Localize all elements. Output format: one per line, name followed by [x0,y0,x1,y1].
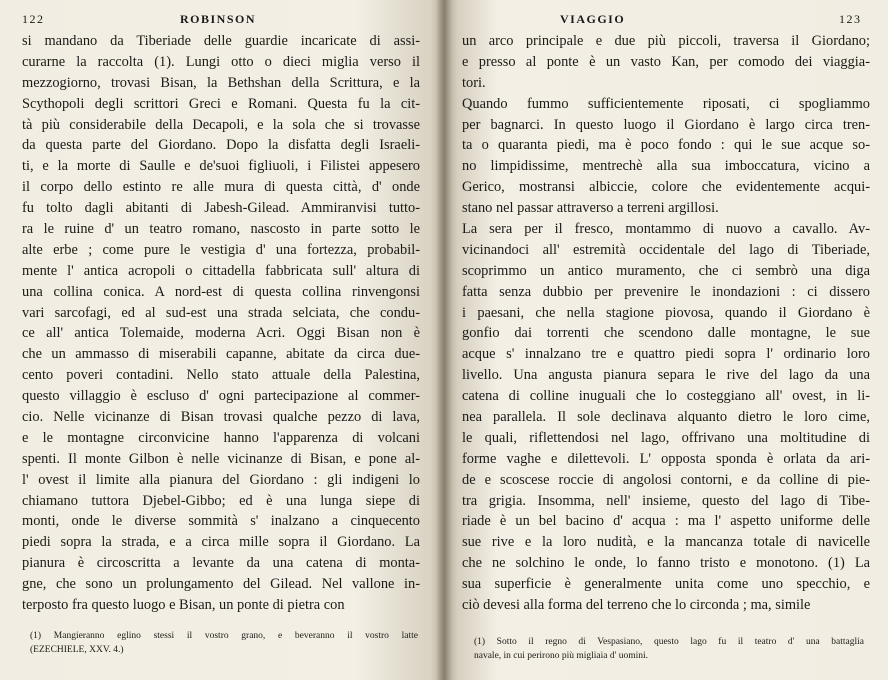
text-line: che un ammasso di miserabili capanne, abitate da circa due- [22,346,420,363]
text-line: catena di colline inuguali che lo costeggiano all' ovest, in li- [462,388,870,405]
text-line: Quando fummo sufficientemente riposati, ci spogliammo [462,95,870,112]
text-line: curarne la raccolta (1). Lungi otto o dieci miglia verso il [22,53,420,70]
text-line: le quali, riflettendosi nel lago, offrivano una moltitudine di [462,429,870,446]
text-line: pianura è circoscritta a levante da una catena di monta- [22,555,420,572]
text-line: tà più considerabile della Decapoli, e la sola che si trovasse [22,116,420,133]
text-line: ce all' antica Tolemaide, moderna Acri. Oggi Bisan non è [22,325,420,342]
text-line: riade è un bel bacino d' acqua : ma l' aspetto uniforme delle [462,513,870,530]
text-line: forme vaghe e dilettevoli. L' opposta sponda è orlata da ari- [462,450,870,467]
text-line: che ne solchino le onde, lo fanno tristo e monotono. (1) La [462,555,870,572]
text-line: cento poveri contadini. Nello stato attuale della Palestina, [22,367,420,384]
text-line: tra grigia. Insomma, nell' insieme, questo del lago di Tibe- [462,492,870,509]
text-line: mente l' antica acropoli o cittadella fabbricata sull' altura di [22,262,420,279]
right-page [444,0,888,680]
text-line: vicinandoci all' estremità occidentale del lago di Tiberiade, [462,241,870,258]
text-line: Scythopoli degli scrittori Greci e Romani. Questa fu la cit- [22,95,420,112]
text-line: vari sarcofagi, ed al sud-est una strada selciata, che condu- [22,304,420,321]
text-line: scoprimmo un antico muramento, che ci sembrò una diga [462,262,870,279]
right-footnote [474,635,864,663]
text-line: sua superficie è generalmente unita come uno specchio, e [462,576,870,593]
footnote-line: (EZECHIELE, XXV. 4.) [30,645,124,655]
left-page-text [22,31,420,616]
text-line: livello. Una angusta pianura separa le rive del lago da una [462,367,870,384]
text-line: fu tolto dagli abitanti di Jabesh-Gilead. Ammiranvisi tutto- [22,200,420,217]
text-line: e presso al ponte è un vasto Kan, per comodo dei viaggia- [462,53,870,70]
text-line: de e scoscese roccie di angolosi contorni, e da colline di pie- [462,471,870,488]
text-line: per bagnarci. In questo luogo il Giordano è largo circa tren- [462,116,870,133]
text-line: il corpo dello estinto re alle mura di questa città, d' onde [22,179,420,196]
text-line: acque s' innalzano tre e quattro piedi sopra l' ordinario loro [462,346,870,363]
text-line: piedi sopra la strada, e a circa mille sopra il Giordano. La [22,534,420,551]
text-line: e le montagne circonvicine hanno l'apparenza di volcani [22,429,420,446]
page-number: 123 [839,12,862,26]
text-line: mezzogiorno, trovasi Bisan, la Bethshan della Scrittura, e la [22,74,420,91]
text-line: una collina conica. A nord-est di questa collina rinvengonsi [22,283,420,300]
text-line: ciò devesi alla forma del terreno che lo circonda ; ma, simile [462,597,811,614]
text-line: La sera per il fresco, montammo di nuovo a cavallo. Av- [462,221,870,238]
text-line: da questa parte del Giordano. Dopo la disfatta degli Israeli- [22,137,420,154]
text-line: ti, e la morte di Saulle e de'suoi figliuoli, i Filistei appesero [22,158,420,175]
running-head: VIAGGIO [560,12,626,26]
text-line: ra le ruine d' un teatro romano, nascosto in parte sotto le [22,221,420,238]
text-line: un arco principale e due più piccoli, traversa il Giordano; [462,33,870,49]
footnote-line: navale, in cui perirono più migliaia d' uomini. [474,651,648,661]
text-line: l' ovest il limite alla pianura del Giordano : gli indigeni lo [22,471,420,488]
text-line: spenti. Il monte Gilbon è nelle vicinanze di Bisan, e pone al- [22,450,420,467]
page-number: 122 [22,12,45,26]
left-footnote [30,629,418,657]
text-line: chiamano tuttora Djebel-Gibbo; ed è una lunga siepe di [22,492,420,509]
text-line: sue rive e la loro nudità, e la mancanza totale di navicelle [462,534,870,551]
text-line: fatta senza dubbio per prevenire le inondazioni : ci dissero [462,283,870,300]
text-line: si mandano da Tiberiade delle guardie incaricate di assi- [22,33,420,49]
right-page-text [462,31,870,616]
gutter [436,0,452,680]
text-line: Gerico, mostransi albiccie, colore che evidentemente acqui- [462,179,870,196]
text-line: i paesani, che nella stagione piovosa, quando il Giordano è [462,304,870,321]
text-line: alte erbe ; come pure le vestigia d' una fortezza, probabil- [22,241,420,258]
text-line: monti, onde le diverse sommità s' inalzano a cinquecento [22,513,420,530]
text-line: nea parallela. Il sole declinava alquanto dietro le loro cime, [462,409,870,426]
running-head: ROBINSON [180,12,257,26]
text-line: ta o quaranta piedi, ma è poco fondo : qui le sue acque so- [462,137,870,154]
footnote-line: (1) Mangieranno eglino stessi il vostro grano, e beveranno il vostro latte [30,631,418,641]
text-line: questo villaggio è escluso d' ogni partecipazione al commer- [22,388,420,405]
text-line: stano nel passar attraverso a terreni argillosi. [462,200,719,217]
text-line: no limpidissime, mentrechè alla sua imboccatura, vicino a [462,158,870,175]
text-line: gonfio dai torrenti che scendono dalle montagne, le sue [462,325,870,342]
text-line: cio. Nelle vicinanze di Bisan trovasi qualche pezzo di lava, [22,409,420,426]
text-line: terposto fra questo luogo e Bisan, un ponte di pietra con [22,597,345,614]
footnote-line: (1) Sotto il regno di Vespasiano, questo lago fu il teatro d' una battaglia [474,637,864,647]
text-line: gne, che sono un prolungamento del Gilead. Nel vallone in- [22,576,420,593]
text-line: tori. [462,74,486,91]
